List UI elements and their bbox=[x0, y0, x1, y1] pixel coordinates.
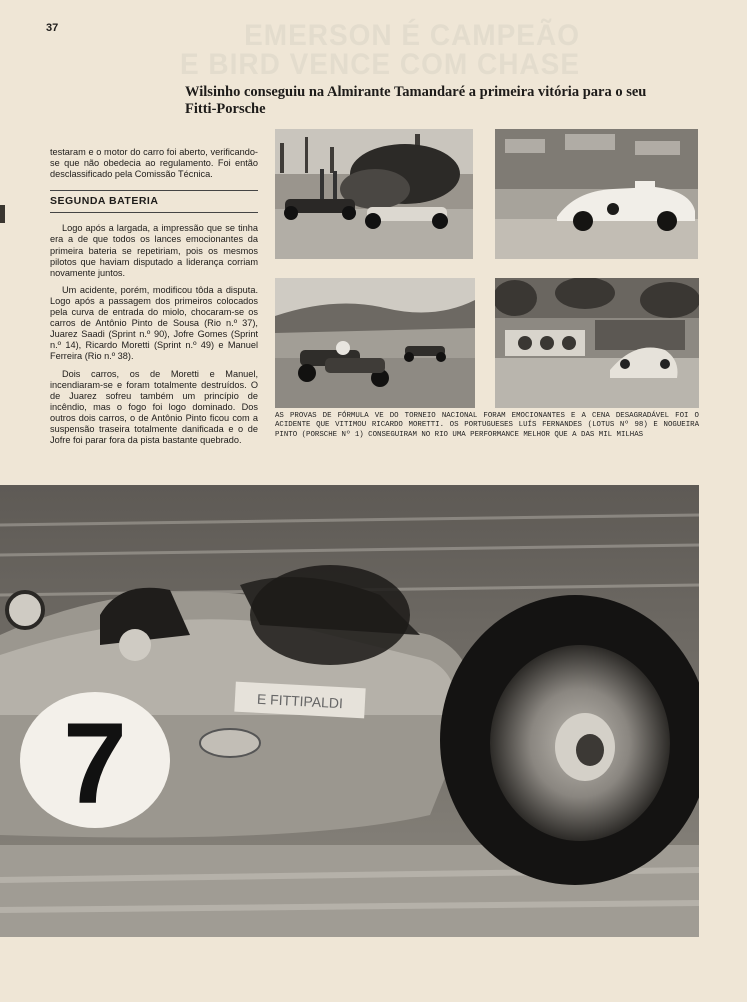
article-text-column bbox=[50, 147, 258, 452]
binding-mark bbox=[0, 205, 5, 223]
article-paragraph: Logo após a largada, a impressão que se tinha era a de que todos os lances emocionantes da primeira bateria se repetiriam, pois os mesmos pilotos que haviam disputado a liderança corriam novamente juntos. bbox=[50, 223, 258, 278]
show-through-headline bbox=[160, 18, 580, 81]
intro-paragraph: testaram e o motor do carro foi aberto, verificando-se que não obedecia ao regulamento. Foi então desclassificado pela Comissão Técnica. bbox=[50, 147, 258, 180]
car-name-plate: E FITTIPALDI bbox=[256, 690, 344, 712]
photo-car-number-7 bbox=[0, 485, 699, 937]
page-number: 37 bbox=[46, 22, 59, 34]
article-headline: Wilsinho conseguiu na Almirante Tamandaré a primeira vitória para o seu Fitti-Porsche bbox=[185, 84, 647, 117]
photo-formula-curve bbox=[275, 278, 475, 408]
show-through-line-1: EMERSON É CAMPEÃO bbox=[244, 18, 580, 52]
photo-white-sports-car bbox=[495, 129, 698, 259]
car-number: 7 bbox=[63, 700, 127, 828]
show-through-line-2: E BIRD VENCE COM CHASE bbox=[179, 47, 580, 81]
article-paragraph: Um acidente, porém, modificou tôda a disputa. Logo após a passagem dos primeiros colocados pela curva de entrada do miolo, chocaram-se os carros de Antônio Pinto de Sousa (Rio n.º 37), Juarez Saadi (Sprint n.º 90), Jofre Gomes (Sprint n.º 14), Ricardo Moretti (Sprint n.º 49) e Manuel Ferreira (Rio n.º 38). bbox=[50, 284, 258, 362]
section-title: SEGUNDA BATERIA bbox=[50, 191, 258, 213]
photo-caption: AS PROVAS DE FÓRMULA VE DO TORNEIO NACIONAL FORAM EMOCIONANTES E A CENA DESAGRADÁVEL FOI O ACIDENTE QUE VITIMOU RICARDO MORETTI. OS PORTUGUESES LUÍS FERNANDES (LOTUS Nº 98) E NOGUEIRA PINTO (PORSCHE Nº 1) CONSEGUIRAM NO RIO UMA PERFORMANCE MELHOR QUE A DAS MIL MILHAS bbox=[275, 412, 699, 439]
article-paragraph: Dois carros, os de Moretti e Manuel, incendiaram-se e foram totalmente destruídos. O de Juarez sofreu também um princípio de incêndio, mas o fogo foi logo dominado. Dos outros dois carros, o de Antônio Pinto ficou com a suspensão traseira totalmente danificada e o de Jofre foi parar fora da pista bastante quebrado. bbox=[50, 368, 258, 446]
photo-formula-start bbox=[275, 129, 473, 259]
photo-porsche-rain bbox=[495, 278, 699, 408]
